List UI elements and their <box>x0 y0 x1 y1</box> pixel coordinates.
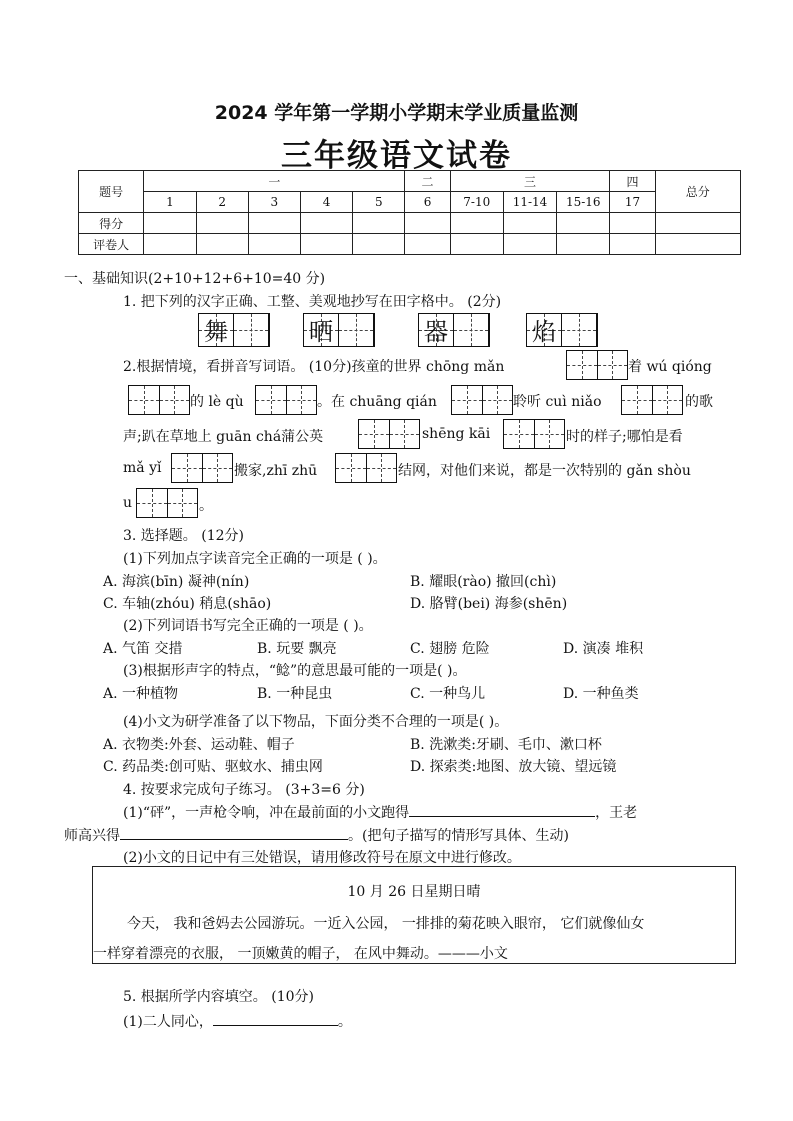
score-cell[interactable] <box>557 213 610 234</box>
pinyin-answer-box[interactable] <box>358 419 420 449</box>
score-number: 15-16 <box>557 192 610 213</box>
score-row-label: 得分 <box>79 213 144 234</box>
choice-b[interactable]: B. 玩要 飘亮 <box>257 641 337 657</box>
score-number: 7-10 <box>450 192 503 213</box>
q4-instruction: (2)小文的日记中有三处错误，请用修改符号在原文中进行修改。 <box>123 850 521 866</box>
choice-c[interactable]: C. 一种鸟儿 <box>410 686 486 702</box>
score-group-3: 三 <box>450 171 610 192</box>
pinyin-answer-box[interactable] <box>136 488 198 518</box>
score-cell[interactable] <box>300 213 352 234</box>
score-group-1: 一 <box>144 171 405 192</box>
choice-b[interactable]: B. 一种昆虫 <box>257 686 333 702</box>
q4-sentence-text: 师高兴得 <box>64 828 120 844</box>
tianzige-box[interactable] <box>418 313 490 347</box>
copy-char: 器 <box>424 318 448 346</box>
grader-cell[interactable] <box>655 234 740 255</box>
pinyin-answer-box[interactable] <box>503 419 565 449</box>
q2-text: 。 <box>199 498 213 514</box>
q2-text: 的歌 <box>685 394 713 410</box>
grader-cell[interactable] <box>450 234 503 255</box>
answer-blank[interactable] <box>213 1011 338 1026</box>
score-cell[interactable] <box>353 213 405 234</box>
grader-cell[interactable] <box>196 234 248 255</box>
score-group-4: 四 <box>610 171 655 192</box>
score-cell[interactable] <box>144 213 196 234</box>
question-stem: (4)小文为研学准备了以下物品，下面分类不合理的一项是( )。 <box>123 714 509 730</box>
choice-d[interactable]: D. 胳臂(bei) 海参(shēn) <box>410 596 568 612</box>
grader-cell[interactable] <box>144 234 196 255</box>
q2-text: 聆听 cuì niǎo <box>513 394 602 410</box>
diary-line[interactable]: 今天， 我和爸妈去公园游玩。一近入公园， 一排排的菊花映入眼帘， 它们就像仙女 <box>127 916 645 932</box>
score-number: 5 <box>353 192 405 213</box>
pinyin-answer-box[interactable] <box>171 453 233 483</box>
grader-cell[interactable] <box>353 234 405 255</box>
q2-text: 结网，对他们来说，都是一次特别的 gǎn shòu <box>398 463 691 479</box>
grader-cell[interactable] <box>248 234 300 255</box>
score-cell[interactable] <box>610 213 655 234</box>
score-cell[interactable] <box>196 213 248 234</box>
diary-box <box>92 866 736 964</box>
score-group-2: 二 <box>405 171 450 192</box>
choice-a[interactable]: A. 海滨(bīn) 凝神(nín) <box>103 574 250 590</box>
grader-cell[interactable] <box>405 234 450 255</box>
tianzige-box[interactable] <box>303 313 375 347</box>
q5-period: 。 <box>337 1014 352 1030</box>
answer-blank[interactable] <box>409 802 595 817</box>
q2-text: u <box>123 495 133 511</box>
score-cell[interactable] <box>405 213 450 234</box>
copy-char: 舞 <box>204 318 228 346</box>
question-stem: (1)下列加点字读音完全正确的一项是 ( )。 <box>123 551 387 567</box>
grader-cell[interactable] <box>300 234 352 255</box>
score-cell[interactable] <box>655 213 740 234</box>
choice-b[interactable]: B. 耀眼(rào) 撤回(chì) <box>410 574 557 590</box>
q2-text: mǎ yǐ <box>123 460 162 476</box>
choice-d[interactable]: D. 演凑 堆积 <box>563 641 644 657</box>
copy-char: 晒 <box>309 318 333 346</box>
q4-instruction: 。(把句子描写的情形写具体、生动) <box>348 828 569 844</box>
grader-row-label: 评卷人 <box>79 234 144 255</box>
grader-cell[interactable] <box>557 234 610 255</box>
copy-char: 焰 <box>532 318 556 346</box>
score-cell[interactable] <box>248 213 300 234</box>
score-total-label: 总分 <box>655 171 740 213</box>
question-4-heading: 4. 按要求完成句子练习。 (3+3=6 分) <box>123 782 365 798</box>
pinyin-answer-box[interactable] <box>621 385 683 415</box>
score-number: 3 <box>248 192 300 213</box>
grader-cell[interactable] <box>503 234 556 255</box>
q2-text: 着 wú qióng <box>628 359 712 375</box>
score-cell[interactable] <box>503 213 556 234</box>
choice-b[interactable]: B. 洗漱类:牙刷、毛巾、漱口杯 <box>410 737 602 753</box>
exam-title: 2024 学年第一学期小学期末学业质量监测 <box>214 102 579 124</box>
question-1-text: 1. 把下列的汉字正确、工整、美观地抄写在田字格中。 (2分) <box>123 294 502 310</box>
tianzige-box[interactable] <box>526 313 598 347</box>
score-number: 17 <box>610 192 655 213</box>
diary-date: 10 月 26 日星期日晴 <box>347 884 481 900</box>
choice-a[interactable]: A. 气笛 交措 <box>103 641 183 657</box>
q2-text: 2.根据情境，看拼音写词语。 (10分)孩童的世界 chōng mǎn <box>123 359 505 375</box>
q4-sentence-text: ，王老 <box>595 805 638 821</box>
score-number: 1 <box>144 192 196 213</box>
choice-c[interactable]: C. 药品类:创可贴、驱蚊水、捕虫网 <box>103 759 323 775</box>
pinyin-answer-box[interactable] <box>335 453 397 483</box>
score-cell[interactable] <box>450 213 503 234</box>
q2-text: 时的样子;哪怕是看 <box>566 429 683 445</box>
score-table-header-label: 题号 <box>79 171 144 213</box>
pinyin-answer-box[interactable] <box>566 350 628 380</box>
question-5-heading: 5. 根据所学内容填空。 (10分) <box>123 989 314 1005</box>
exam-subtitle: 三年级语文试卷 <box>281 138 512 174</box>
question-3-heading: 3. 选择题。 (12分) <box>123 528 244 544</box>
score-number: 6 <box>405 192 450 213</box>
question-stem: (3)根据形声字的特点，“鲶”的意思最可能的一项是( )。 <box>123 663 467 679</box>
question-stem: (2)下列词语书写完全正确的一项是 ( )。 <box>123 618 373 634</box>
choice-d[interactable]: D. 一种鱼类 <box>563 686 639 702</box>
score-number: 11-14 <box>503 192 556 213</box>
q2-text: 声;趴在草地上 guān chá蒲公英 <box>123 429 324 445</box>
tianzige-box[interactable] <box>198 313 270 347</box>
choice-c[interactable]: C. 翅膀 危险 <box>410 641 490 657</box>
q4-sentence-text: (1)“砰”，一声枪令响，冲在最前面的小文跑得 <box>123 805 410 821</box>
pinyin-answer-box[interactable] <box>128 385 190 415</box>
diary-line[interactable]: 一样穿着漂亮的衣服， 一顶嫩黄的帽子， 在风中舞动。———小文 <box>93 946 508 962</box>
score-number: 2 <box>196 192 248 213</box>
q2-text: 搬家,zhī zhū <box>234 463 318 479</box>
q5-text: (1)二人同心， <box>123 1014 213 1030</box>
choice-a[interactable]: A. 一种植物 <box>103 686 179 702</box>
choice-a[interactable]: A. 衣物类:外套、运动鞋、帽子 <box>103 737 295 753</box>
pinyin-answer-box[interactable] <box>451 385 513 415</box>
q2-text: 的 lè qù <box>190 394 244 410</box>
q2-text: 。在 chuāng qián <box>317 394 437 410</box>
choice-c[interactable]: C. 车轴(zhóu) 稍息(shāo) <box>103 596 272 612</box>
choice-d[interactable]: D. 探索类:地图、放大镜、望远镜 <box>410 759 617 775</box>
answer-blank[interactable] <box>120 825 348 840</box>
q2-text: shēng kāi <box>422 426 491 442</box>
section-heading: 一、基础知识(2+10+12+6+10=40 分) <box>64 271 326 287</box>
score-table <box>78 170 741 255</box>
pinyin-answer-box[interactable] <box>255 385 317 415</box>
score-number: 4 <box>300 192 352 213</box>
grader-cell[interactable] <box>610 234 655 255</box>
